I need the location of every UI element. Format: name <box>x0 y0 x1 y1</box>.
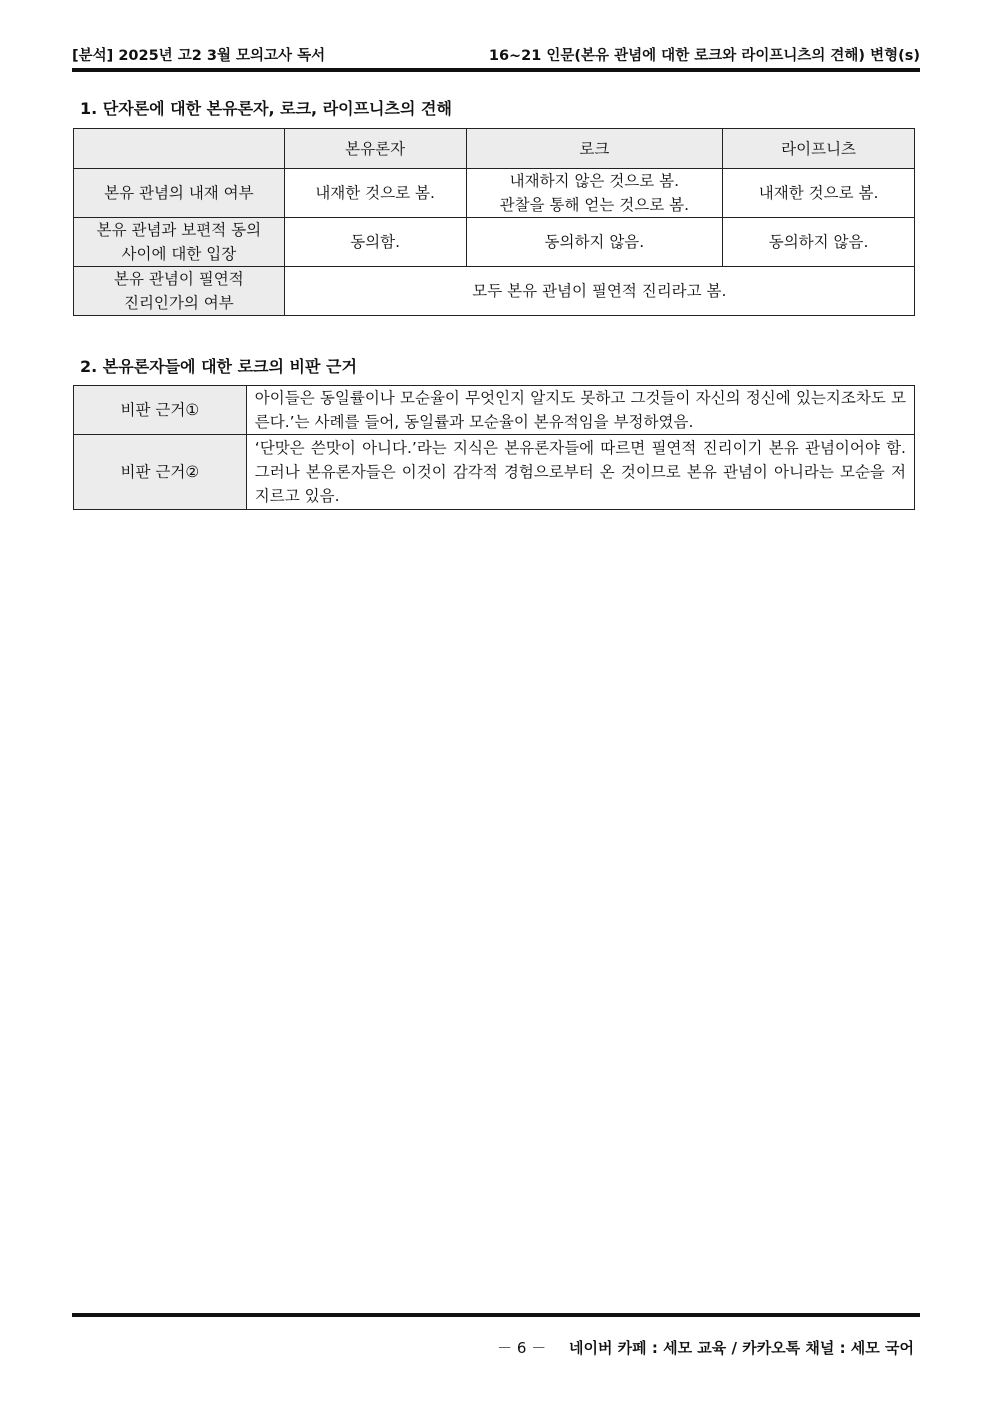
header-divider <box>72 68 920 72</box>
table-row <box>74 386 915 435</box>
cell-all: 모두 본유 관념이 필연적 진리라고 봄. <box>284 267 914 316</box>
row-label-line1: 본유 관념이 필연적 <box>114 270 244 288</box>
section2-table <box>73 385 915 510</box>
header-cell-nativist: 본유론자 <box>284 129 466 169</box>
footer-channel-info: 네이버 카페 : 세모 교육 / 카카오톡 채널 : 세모 국어 <box>568 1339 914 1357</box>
criticism-label: 비판 근거① <box>74 386 247 435</box>
cell-nativist: 동의함. <box>284 218 466 267</box>
cell-locke <box>466 169 723 218</box>
footer-divider <box>72 1313 920 1317</box>
row-label-line2: 사이에 대한 입장 <box>121 245 237 263</box>
row-label: 본유 관념의 내재 여부 <box>74 169 285 218</box>
page-number: － 6 － <box>497 1339 547 1357</box>
section2-title: 2. 본유론자들에 대한 로크의 비판 근거 <box>80 357 357 376</box>
cell-leibniz: 동의하지 않음. <box>723 218 915 267</box>
header-cell-leibniz: 라이프니츠 <box>723 129 915 169</box>
row-label-line2: 진리인가의 여부 <box>123 294 234 312</box>
criticism-label: 비판 근거② <box>74 435 247 510</box>
criticism-text: ‘단맛은 쓴맛이 아니다.’라는 지식은 본유론자들에 따르면 필연적 진리이기 본유 관념이어야 함. 그러나 본유론자들은 이것이 감각적 경험으로부터 온 것이므로 본유 관념이 아니라는 모순을 저지르고 있음. <box>246 435 914 510</box>
table-header-row <box>74 129 915 169</box>
page-header <box>72 44 920 66</box>
header-cell-empty <box>74 129 285 169</box>
header-cell-locke: 로크 <box>466 129 723 169</box>
cell-nativist: 내재한 것으로 봄. <box>284 169 466 218</box>
cell-leibniz: 내재한 것으로 봄. <box>723 169 915 218</box>
section1-table <box>73 128 915 316</box>
table-row <box>74 267 915 316</box>
section1-title: 1. 단자론에 대한 본유론자, 로크, 라이프니츠의 견해 <box>80 99 452 118</box>
criticism-text: 아이들은 동일률이나 모순율이 무엇인지 알지도 못하고 그것들이 자신의 정신에 있는지조차도 모른다.’는 사례를 들어, 동일률과 모순율이 본유적임을 부정하였음. <box>246 386 914 435</box>
row-label <box>74 267 285 316</box>
header-left-title: [분석] 2025년 고2 3월 모의고사 독서 <box>72 48 326 64</box>
row-label-line1: 본유 관념과 보편적 동의 <box>96 221 262 239</box>
header-right-title: 16~21 인문(본유 관념에 대한 로크와 라이프니츠의 견해) 변형(s) <box>488 48 920 64</box>
row-label <box>74 218 285 267</box>
table-row <box>74 435 915 510</box>
page-footer <box>497 1337 914 1358</box>
cell-locke-line1: 내재하지 않은 것으로 봄. <box>509 172 680 190</box>
table-row <box>74 218 915 267</box>
cell-locke-line2: 관찰을 통해 얻는 것으로 봄. <box>499 196 690 214</box>
cell-locke: 동의하지 않음. <box>466 218 723 267</box>
table-row <box>74 169 915 218</box>
